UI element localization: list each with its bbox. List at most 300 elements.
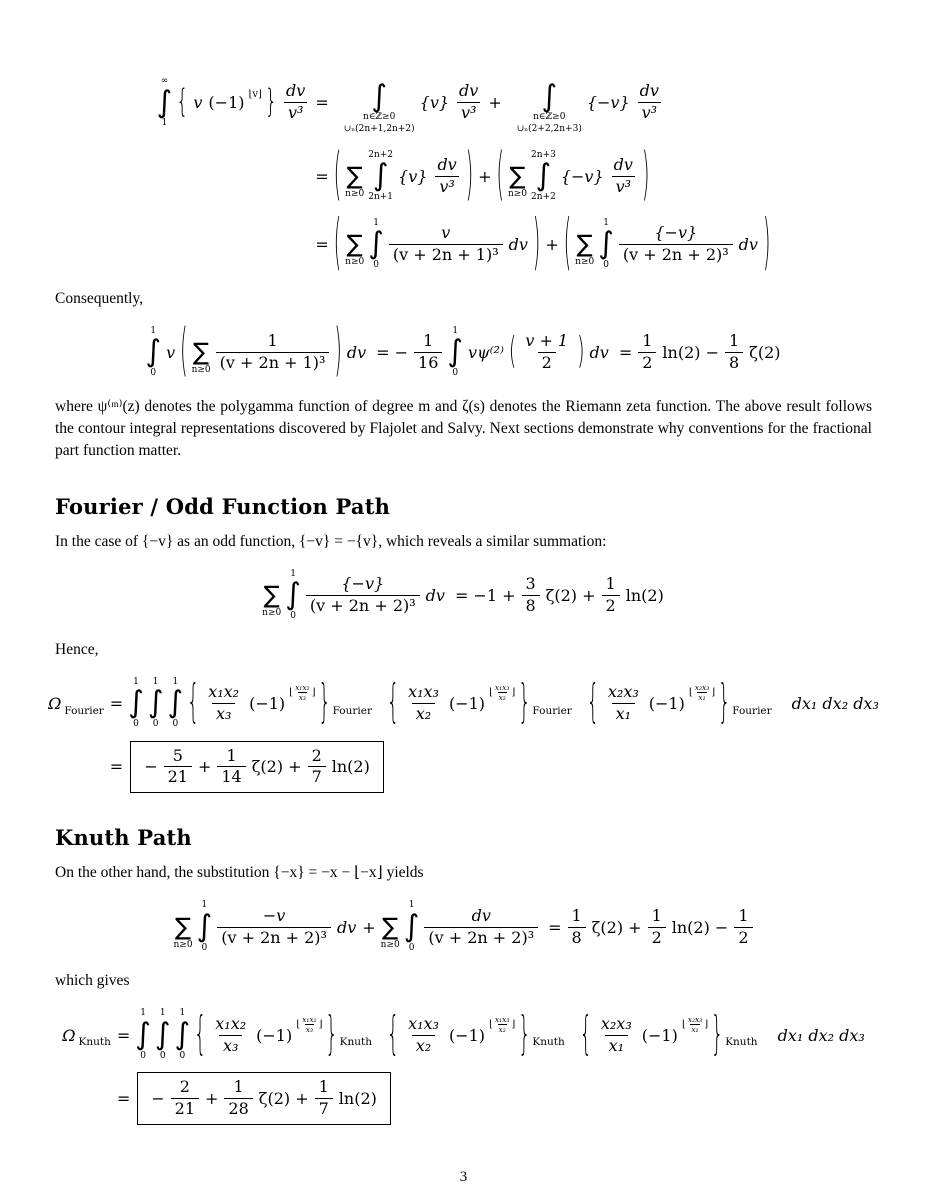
math-text: = − — [376, 343, 409, 363]
stretched-delimiter: { — [176, 83, 189, 121]
stretched-delimiter: ( — [563, 207, 572, 279]
fraction-denominator: 8 — [522, 595, 540, 616]
stretched-delimiter: { — [386, 675, 400, 729]
floor-right-icon: ⌋ — [311, 687, 316, 699]
display-equation-omega-knuth — [55, 1008, 872, 1125]
fraction — [597, 1015, 636, 1056]
stretched-delimiter: { — [579, 1007, 592, 1061]
fraction-denominator: 16 — [414, 352, 442, 373]
equation-align-grid — [45, 677, 882, 794]
math-text: − — [144, 757, 158, 777]
fraction — [404, 683, 443, 724]
operator-upper-limit: 1 — [603, 217, 609, 228]
math-text: ln(2) — [331, 757, 370, 777]
math-text: ζ(2) — [749, 343, 781, 363]
fraction-numerator: dv — [286, 81, 306, 101]
fraction-denominator: x₃ — [219, 1035, 242, 1056]
stretched-delimiter: ) — [762, 207, 771, 279]
floor-left-icon: ⌊ — [688, 687, 693, 699]
operator-lower-limit: 0 — [152, 718, 159, 729]
fraction-numerator: dv — [639, 81, 659, 101]
operator-lower-limit: n≥0 — [345, 189, 365, 200]
operator-lower-limit: n≥0 — [345, 257, 365, 268]
fraction-denominator: x₂ — [412, 1035, 435, 1056]
fraction-denominator: 2 — [734, 927, 752, 948]
superscript-exponent — [296, 1015, 322, 1034]
math-text: ln(2) − — [662, 343, 719, 363]
stretched-delimiter: ( — [496, 142, 504, 209]
fraction-denominator: v³ — [284, 102, 307, 123]
paragraph-consequently: Consequently, — [55, 289, 144, 307]
fraction-numerator: 1 — [318, 1077, 329, 1097]
integral-operator — [285, 569, 301, 623]
fraction-denominator: 21 — [164, 766, 192, 787]
math-text: + — [545, 235, 559, 255]
tiny-denominator: x₁ — [691, 1024, 699, 1034]
math-text: dv — [508, 235, 528, 255]
stretched-delimiter: ) — [577, 330, 585, 373]
math-text: (−1) — [448, 1025, 486, 1045]
math-text: (−1) — [648, 694, 685, 714]
fraction-numerator: 1 — [233, 1077, 244, 1097]
integral-operator — [128, 677, 144, 731]
fraction-numerator: dv — [459, 81, 479, 101]
superscript-exponent — [689, 683, 715, 702]
tiny-denominator: x₃ — [298, 693, 306, 703]
stretched-delimiter: } — [264, 83, 278, 121]
fraction — [308, 747, 326, 788]
math-text: (−1) — [208, 93, 245, 113]
operator-lower-limit: 1 — [161, 118, 168, 129]
math-text: dx₁ dx₂ dx₃ — [777, 1025, 865, 1045]
integral-symbol: ∫ — [541, 78, 558, 114]
stretched-delimiter: ( — [333, 207, 342, 279]
fraction-denominator: 7 — [315, 1098, 333, 1119]
fraction-denominator: x₂ — [412, 703, 435, 724]
omega-fourier-rhs — [107, 677, 882, 731]
stretched-delimiter: ( — [508, 330, 517, 373]
fraction-denominator: (v + 2n + 2)³ — [217, 927, 331, 948]
section-heading-knuth: Knuth Path — [55, 825, 192, 851]
stretched-delimiter: ) — [641, 142, 650, 209]
operator-upper-limit: ∞ — [160, 75, 169, 86]
sum-symbol: ∑ — [174, 912, 192, 941]
math-text: {−v} — [586, 93, 630, 113]
integral-operator — [145, 326, 161, 380]
sum-symbol: ∑ — [382, 912, 399, 941]
fraction-numerator: 5 — [172, 745, 183, 765]
math-text: dv — [346, 343, 367, 363]
fraction-denominator: 28 — [224, 1098, 252, 1119]
stretched-delimiter: } — [518, 675, 531, 729]
paragraph-fourier-intro: In the case of {−v} as an odd function, {−v} = −{v}, which reveals a similar summation: — [55, 532, 607, 550]
integral-operator — [531, 150, 556, 204]
operator-lower-limit: 0 — [452, 367, 459, 378]
fraction-denominator: 8 — [568, 927, 586, 948]
fraction — [217, 907, 331, 948]
fraction — [604, 683, 643, 724]
math-text: Ω — [62, 1025, 76, 1045]
operator-lower-limit: n≥0 — [173, 939, 193, 950]
fraction-numerator: 1 — [423, 331, 434, 351]
fraction-numerator: 2 — [179, 1077, 190, 1097]
sum-symbol: ∑ — [576, 230, 593, 259]
integral-operator — [598, 218, 614, 272]
operator-lower-limit: n≥0 — [380, 939, 400, 950]
operator-lower-limit: 0 — [140, 1050, 146, 1061]
floor-left-icon: ⌊ — [489, 1018, 493, 1030]
stretched-delimiter: ( — [180, 318, 188, 385]
fraction — [204, 683, 243, 724]
omega-fourier-lhs — [45, 694, 107, 717]
tiny-fraction — [301, 1015, 317, 1034]
fraction-numerator: dv — [471, 905, 491, 925]
display-equation-main — [55, 70, 872, 279]
subscript: Knuth — [725, 1036, 758, 1049]
operator-upper-limit: 1 — [179, 1008, 186, 1019]
fraction-numerator: 1 — [226, 745, 237, 765]
floor-left-icon: ⌊ — [289, 687, 294, 699]
operator-upper-limit: 1 — [150, 325, 157, 336]
math-text: ζ(2) + — [251, 757, 302, 777]
math-text: = — [116, 1025, 131, 1045]
integral-operator — [148, 677, 164, 731]
sum-operator — [192, 328, 211, 377]
floor-right-icon: ⌋ — [511, 687, 516, 699]
operator-lower-limit: n≥0 — [507, 189, 528, 200]
fraction — [648, 907, 666, 948]
integral-symbol: ∫ — [372, 158, 389, 194]
fraction-denominator: v³ — [457, 102, 480, 123]
integral-operator — [157, 76, 173, 130]
display-equation-fourier-sum — [55, 569, 872, 623]
integral-operator — [368, 150, 393, 204]
fraction — [602, 575, 620, 616]
fraction-denominator: 21 — [171, 1098, 199, 1119]
integral-operator — [404, 900, 420, 954]
integral-symbol: ∫ — [403, 908, 420, 944]
page-number: 3 — [459, 1169, 468, 1185]
stretched-delimiter: } — [318, 675, 331, 729]
sum-operator — [345, 220, 364, 269]
math-text: {−v} — [560, 167, 604, 187]
superscript-exponent — [289, 683, 315, 702]
fraction — [224, 1078, 252, 1119]
math-text: {v} — [398, 167, 428, 187]
fraction — [164, 747, 192, 788]
fraction — [216, 332, 330, 373]
operator-upper-limit: 1 — [133, 676, 139, 687]
tiny-denominator: x₁ — [698, 693, 706, 703]
fraction-numerator: 1 — [571, 905, 582, 925]
fraction-denominator: (v + 2n + 2)³ — [306, 595, 420, 616]
math-text: v — [193, 93, 203, 113]
fraction — [282, 82, 309, 123]
math-text: = — [109, 694, 124, 714]
integral-operator — [517, 70, 582, 136]
omega-fourier-result — [107, 741, 388, 794]
sum-operator — [381, 903, 400, 952]
equation-line2 — [312, 142, 651, 209]
fraction — [636, 82, 663, 123]
stretched-delimiter: ) — [334, 318, 342, 385]
math-text: = — [116, 1089, 131, 1109]
fraction — [638, 332, 656, 373]
floor-right-icon: ⌋ — [711, 687, 716, 699]
tiny-denominator: x₂ — [498, 693, 506, 703]
math-text: = — [548, 917, 562, 937]
display-equation-knuth-sum — [55, 900, 872, 954]
fraction-numerator: {−v} — [341, 574, 385, 594]
operator-lower-limit: 0 — [133, 718, 139, 729]
integral-operator — [155, 1008, 171, 1062]
integral-symbol: ∫ — [368, 226, 384, 262]
superscript-exponent — [489, 1015, 515, 1034]
operator-lower-limit: 0 — [172, 718, 179, 729]
omega-knuth-result — [114, 1072, 395, 1125]
fraction-numerator: 1 — [651, 905, 662, 925]
integral-symbol: ∫ — [598, 226, 614, 262]
fraction — [610, 156, 637, 197]
math-text: ln(2) — [338, 1089, 377, 1109]
superscript-exponent — [682, 1015, 708, 1034]
fraction-numerator: x₂x₃ — [600, 1013, 632, 1033]
operator-lower-limit: 0 — [179, 1050, 186, 1061]
stretched-delimiter: ) — [465, 142, 474, 209]
fraction-numerator: −v — [262, 905, 286, 925]
math-text: + — [478, 167, 492, 187]
math-text: dv — [336, 917, 357, 937]
operator-upper-limit: 1 — [140, 1008, 146, 1019]
fraction — [171, 1078, 199, 1119]
sum-operator — [508, 152, 527, 201]
math-text: dv — [738, 235, 758, 255]
math-text: = — [618, 343, 633, 363]
integral-symbol: ∫ — [535, 158, 552, 194]
fraction — [568, 907, 586, 948]
stretched-delimiter: ) — [532, 207, 541, 279]
tiny-fraction — [694, 683, 710, 702]
stretched-delimiter: } — [718, 675, 731, 729]
fraction-denominator: (v + 2n + 2)³ — [424, 927, 538, 948]
integral-symbol: ∫ — [167, 685, 184, 721]
fraction-numerator: {−v} — [654, 223, 698, 243]
operator-lower-limit-2: ∪ₙ(2n+1,2n+2) — [343, 123, 415, 134]
sum-operator — [575, 220, 594, 269]
fraction-denominator: x₁ — [605, 1035, 628, 1056]
math-text: = — [109, 757, 124, 777]
fraction — [211, 1015, 250, 1056]
fraction — [725, 332, 743, 373]
fraction — [522, 575, 540, 616]
operator-lower-limit: 0 — [603, 259, 609, 270]
fraction-denominator: v³ — [612, 176, 635, 197]
subscript: Fourier — [332, 704, 372, 717]
sum-operator — [345, 152, 364, 201]
paragraph-polygamma: where ψ⁽ᵐ⁾(z) denotes the polygamma function of degree m and ζ(s) denotes the Riemann zeta function. The above result follows the contour integral representations discovered by Flajolet and Salvy. Next sections demonstrate why conventions for the fractional part function matter. — [55, 397, 872, 459]
operator-lower-limit: n≥0 — [262, 608, 282, 619]
sum-symbol: ∑ — [509, 162, 526, 191]
fraction — [455, 82, 482, 123]
equation-line1-lhs — [155, 76, 313, 130]
tiny-numerator: x₁x₃ — [494, 683, 510, 693]
sum-symbol: ∑ — [346, 230, 363, 259]
fraction-denominator: 14 — [217, 766, 245, 787]
boxed-result — [137, 1072, 391, 1125]
display-equation-polygamma — [55, 318, 872, 385]
math-text: + — [362, 917, 376, 937]
stretched-delimiter: } — [711, 1007, 724, 1061]
integral-symbol: ∫ — [154, 1016, 171, 1052]
equation-align-grid — [59, 1008, 868, 1125]
boxed-result — [130, 741, 384, 794]
fraction — [424, 907, 538, 948]
fraction-denominator: 2 — [638, 352, 656, 373]
stretched-delimiter: { — [586, 675, 599, 729]
operator-upper-limit: 1 — [452, 325, 459, 336]
floor-right-icon: ⌋ — [511, 1018, 516, 1030]
fraction-denominator: 2 — [538, 352, 556, 373]
math-text: + — [197, 757, 212, 777]
fraction-numerator: 1 — [728, 331, 740, 351]
operator-upper-limit: 1 — [152, 676, 159, 687]
math-text: vψ⁽²⁾ — [468, 343, 504, 363]
math-text: (−1) — [641, 1025, 678, 1045]
omega-knuth-lhs — [59, 1025, 114, 1049]
math-text: + — [488, 93, 502, 113]
stretched-delimiter: { — [386, 1007, 400, 1061]
math-text: = — [315, 93, 329, 113]
integral-operator — [368, 218, 384, 272]
fraction-denominator: x₃ — [212, 703, 235, 724]
fraction-numerator: x₂x₃ — [607, 682, 639, 702]
stretched-delimiter: { — [194, 1007, 207, 1061]
operator-lower-limit: 0 — [159, 1050, 166, 1061]
fraction-numerator: dv — [437, 155, 457, 175]
omega-knuth-rhs — [114, 1008, 868, 1062]
fraction-denominator: 2 — [648, 927, 666, 948]
math-text: ln(2) — [625, 586, 664, 606]
subscript: Knuth — [339, 1036, 372, 1049]
integral-symbol: ∫ — [196, 908, 213, 944]
operator-lower-limit: n≥0 — [191, 365, 211, 376]
fraction-denominator: x₁ — [612, 703, 635, 724]
fraction — [521, 332, 572, 373]
integral-symbol: ∫ — [174, 1016, 191, 1052]
section-heading-fourier: Fourier / Odd Function Path — [55, 493, 391, 519]
math-text: ln(2) − — [671, 917, 729, 937]
subscript: Knuth — [532, 1036, 565, 1049]
integral-symbol: ∫ — [285, 577, 301, 613]
fraction-numerator: x₁x₂ — [208, 682, 240, 702]
fraction-numerator: x₁x₂ — [215, 1013, 247, 1033]
integral-symbol: ∫ — [145, 334, 162, 370]
sum-operator — [262, 571, 281, 620]
fraction — [315, 1078, 333, 1119]
stretched-delimiter: } — [518, 1007, 531, 1061]
integral-operator — [167, 677, 183, 731]
operator-lower-limit: n∈ℤ≥0 — [533, 112, 566, 123]
fraction-numerator: 1 — [738, 905, 749, 925]
fraction-numerator: v + 1 — [525, 331, 569, 351]
tiny-denominator: x₂ — [498, 1024, 506, 1034]
fraction-numerator: 3 — [525, 574, 536, 594]
math-text: dx₁ dx₂ dx₃ — [791, 694, 879, 714]
operator-upper-limit: 1 — [159, 1008, 166, 1019]
integral-operator — [175, 1008, 191, 1062]
sum-symbol: ∑ — [193, 337, 210, 366]
fraction-numerator: v — [441, 223, 451, 243]
tiny-numerator: x₁x₂ — [302, 1014, 317, 1024]
paragraph-knuth-intro: On the other hand, the substitution {−x} = −x − ⌊−x⌋ yields — [55, 864, 424, 882]
stretched-delimiter: { — [187, 675, 200, 729]
operator-lower-limit: 2n+2 — [531, 191, 556, 202]
fraction-numerator: 1 — [642, 331, 653, 351]
fraction-denominator: v³ — [435, 176, 458, 197]
integral-operator — [447, 326, 463, 380]
math-text: {v} — [419, 93, 450, 113]
tiny-fraction — [494, 683, 510, 702]
equation-line3 — [312, 207, 772, 279]
fraction-denominator: v³ — [638, 102, 661, 123]
stretched-delimiter: } — [325, 1007, 338, 1061]
operator-lower-limit-2: ∪ₙ(2+2,2n+3) — [516, 123, 582, 134]
floor-right-icon: ⌋ — [704, 1018, 709, 1030]
math-text: = — [315, 235, 329, 255]
integral-operator — [197, 900, 213, 954]
operator-lower-limit: 0 — [201, 942, 208, 953]
math-text: + — [205, 1089, 219, 1109]
integral-operator — [135, 1008, 151, 1062]
tiny-numerator: x₁x₂ — [295, 683, 310, 693]
display-equation-omega-fourier — [48, 675, 879, 794]
math-text: (−1) — [256, 1025, 293, 1045]
math-text: Ω — [48, 694, 62, 714]
subscript: Fourier — [64, 704, 104, 717]
floor-left-icon: ⌊ — [681, 1018, 686, 1030]
fraction — [404, 1015, 443, 1056]
fraction-denominator: (v + 2n + 2)³ — [619, 244, 733, 265]
subscript: Fourier — [532, 704, 572, 717]
tiny-denominator: x₃ — [305, 1024, 313, 1034]
math-text: ζ(2) + — [258, 1089, 309, 1109]
fraction-numerator: 1 — [267, 331, 278, 351]
floor-left-icon: ⌊ — [296, 1018, 301, 1030]
superscript: ⌊v⌋ — [248, 89, 262, 101]
paragraph-hence: Hence, — [55, 640, 99, 658]
operator-lower-limit: 2n+1 — [368, 191, 394, 202]
math-text: = — [315, 167, 329, 187]
subscript: Knuth — [78, 1036, 111, 1049]
operator-upper-limit: 1 — [373, 217, 379, 228]
operator-upper-limit: 2n+2 — [368, 149, 394, 160]
equation-align-grid — [155, 70, 773, 279]
fraction-numerator: 2 — [311, 745, 322, 765]
fraction — [414, 332, 442, 373]
math-text: − — [151, 1089, 165, 1109]
operator-upper-limit: 1 — [290, 568, 296, 579]
operator-upper-limit: 2n+3 — [531, 149, 556, 160]
operator-upper-limit: 1 — [201, 900, 208, 911]
fraction-denominator: 7 — [308, 766, 326, 787]
fraction-numerator: x₁x₃ — [408, 682, 439, 702]
fraction-denominator: 2 — [602, 595, 620, 616]
math-text: ζ(2) + — [591, 917, 642, 937]
stretched-delimiter: ( — [333, 142, 342, 209]
tiny-numerator: x₁x₃ — [494, 1014, 510, 1024]
sum-symbol: ∑ — [263, 580, 280, 609]
fraction — [433, 156, 460, 197]
